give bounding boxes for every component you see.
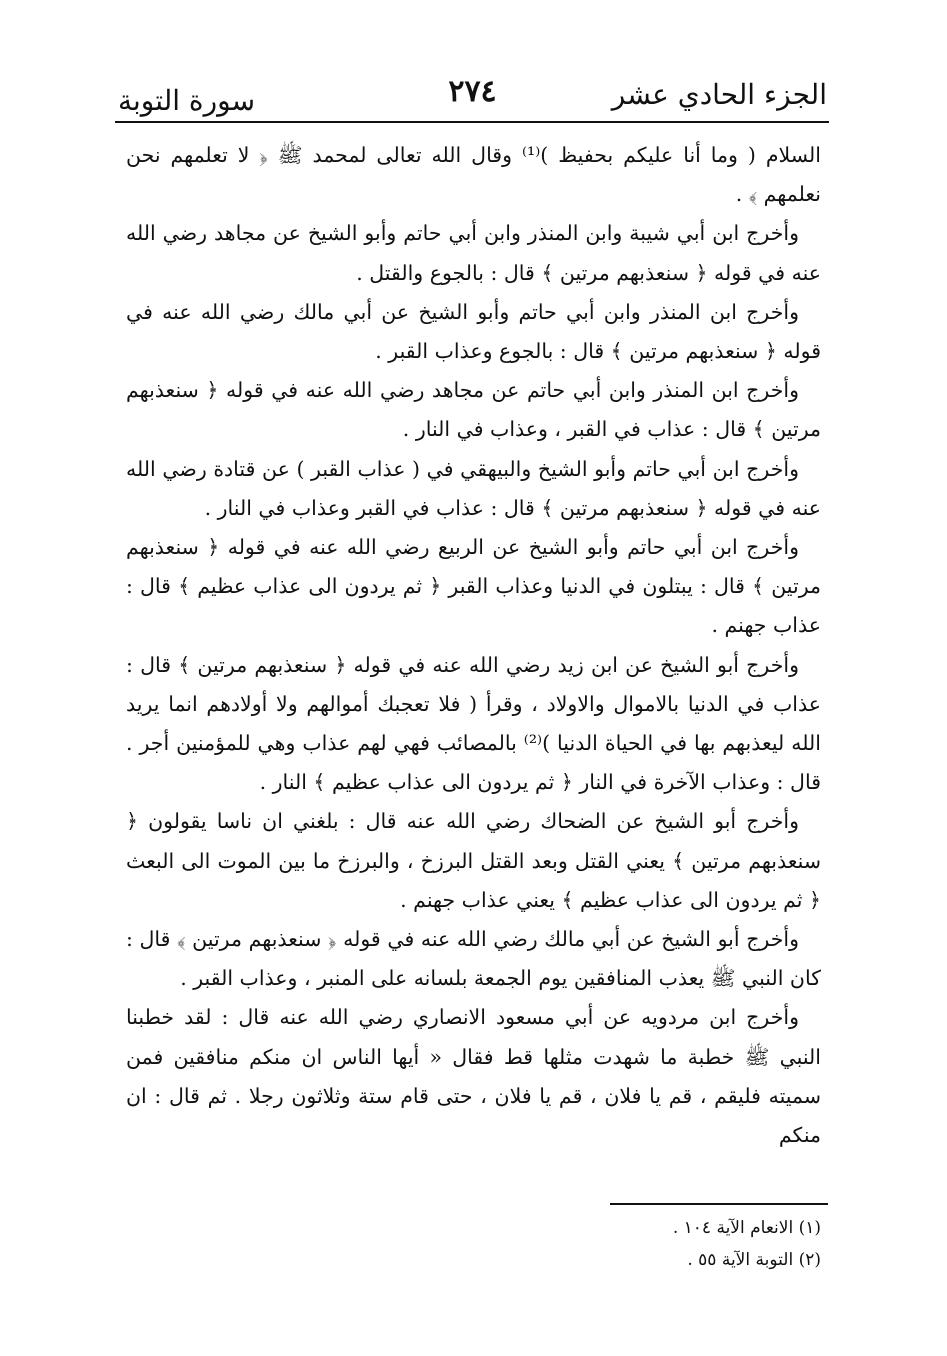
paragraph: وأخرج ابن أبي شيبة وابن المنذر وابن أبي حاتم وأبو الشيخ عن مجاهد رضي الله عنه في قوله ﴿ سنعذبهم مرتين ﴾ قال : بالجوع والقتل . — [126, 221, 821, 285]
footnote: (٢) التوبة الآية ٥٥ . — [687, 1250, 821, 1270]
footnote-rule — [610, 1203, 828, 1205]
paragraph: وأخرج ابن أبي حاتم وأبو الشيخ والبيهقي في ( عذاب القبر ) عن قتادة رضي الله عنه في قوله ﴿ سنعذبهم مرتين ﴾ قال : عذاب في القبر وعذاب في النار . — [126, 456, 821, 520]
header-rule — [115, 121, 829, 123]
paragraph: وأخرج ابن مردويه عن أبي مسعود الانصاري رضي الله عنه قال : لقد خطبنا النبي ﷺ خطبة ما شهدت مثلها قط فقال « أيها الناس ان منكم منافقين فمن سميته فليقم ، قم يا فلان ، قم يا فلان ، حتى قام ستة وثلاثون رجلا . ثم قال : ان منكم — [126, 1005, 821, 1148]
paragraph: وأخرج ابن المنذر وابن أبي حاتم عن مجاهد رضي الله عنه في قوله ﴿ سنعذبهم مرتين ﴾ قال : عذاب في القبر ، وعذاب في النار . — [126, 378, 821, 442]
paragraph: وأخرج أبو الشيخ عن ابن زيد رضي الله عنه في قوله ﴿ سنعذبهم مرتين ﴾ قال : عذاب في الدنيا بالاموال والاولاد ، وقرأ ( فلا تعجبك أموالهم ولا أولادهم انما يريد الله ليعذبهم بها في الحياة الدنيا )⁽²⁾ بالمصائب فهي لهم عذاب وهي للمؤمنين أجر . قال : وعذاب الآخرة في النار ﴿ ثم يردون الى عذاب عظيم ﴾ النار . — [126, 652, 821, 795]
footnote: (١) الانعام الآية ١٠٤ . — [672, 1218, 821, 1238]
running-head: الجزء الحادي عشر — [611, 78, 827, 111]
paragraph: وأخرج أبو الشيخ عن الضحاك رضي الله عنه قال : بلغني ان ناسا يقولون ﴿ سنعذبهم مرتين ﴾ يعني القتل وبعد القتل البرزخ ، والبرزخ ما بين الموت الى البعث ﴿ ثم يردون الى عذاب عظيم ﴾ يعني عذاب جهنم . — [126, 809, 821, 912]
paragraph: وأخرج ابن أبي حاتم وأبو الشيخ عن الربيع رضي الله عنه في قوله ﴿ سنعذبهم مرتين ﴾ قال : يبتلون في الدنيا وعذاب القبر ﴿ ثم يردون الى عذاب عظيم ﴾ قال : عذاب جهنم . — [126, 535, 821, 638]
paragraph: وأخرج أبو الشيخ عن أبي مالك رضي الله عنه في قوله ﴿ سنعذبهم مرتين ﴾ قال : كان النبي ﷺ يعذب المنافقين يوم الجمعة بلسانه على المنبر ، وعذاب القبر . — [126, 927, 821, 991]
footnotes — [673, 1212, 821, 1276]
paragraph: السلام ( وما أنا عليكم بحفيظ )⁽¹⁾ وقال الله تعالى لمحمد ﷺ ﴿ لا تعلمهم نحن نعلمهم ﴾ . — [126, 143, 821, 207]
page-number: ٢٧٤ — [448, 74, 497, 109]
paragraph: وأخرج ابن المنذر وابن أبي حاتم وأبو الشيخ عن أبي مالك رضي الله عنه في قوله ﴿ سنعذبهم مرتين ﴾ قال : بالجوع وعذاب القبر . — [126, 299, 821, 364]
surah-name: سورة التوبة — [118, 84, 256, 117]
body-text — [126, 136, 821, 1155]
page-header — [118, 72, 827, 118]
